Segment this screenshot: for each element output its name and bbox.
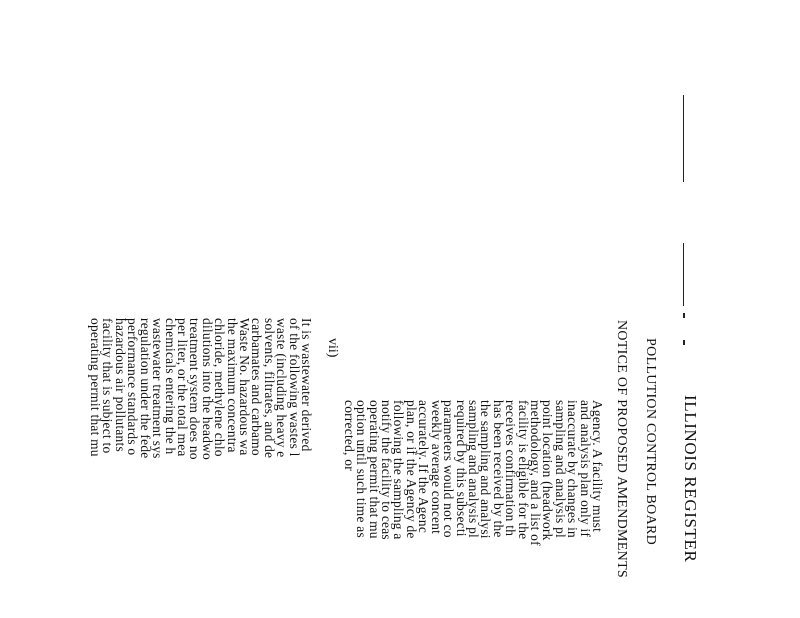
text-line: parameters would not co — [441, 400, 457, 538]
text-line: dilutions into the headwo — [199, 318, 215, 461]
text-line: It is wastewater derived — [299, 318, 314, 452]
text-line: waste (including heavy e — [274, 318, 290, 458]
text-line: hazardous air pollutants — [112, 318, 128, 452]
text-line: weekly average concent — [428, 400, 444, 535]
text-line: Agency. A facility must — [590, 400, 605, 533]
text-line: per liter, or the total mea — [174, 318, 190, 457]
text-line: option until such time as — [354, 400, 370, 538]
text-line: facility is eligible for the — [515, 400, 531, 540]
text-line: following the sampling a — [391, 400, 407, 540]
text-line: the maximum concentra — [224, 318, 240, 453]
text-line: plan, or if the Agency de — [403, 400, 419, 539]
text-line: methodology, and a list of — [527, 400, 543, 546]
text-line: facility that is subject to — [100, 318, 116, 454]
text-line: Waste No. hazardous wa — [236, 318, 252, 456]
text-line: chemicals entering the h — [162, 318, 178, 455]
text-line: the sampling and analysi — [478, 400, 494, 539]
text-line: operating permit that mu — [88, 318, 104, 457]
text-line: wastewater treatment sys — [150, 318, 166, 459]
text-line: and analysis plan only if — [577, 400, 593, 538]
text-line: accurately. If the Agenc — [416, 400, 432, 534]
text-line: of the following wastes l — [286, 318, 302, 457]
register-title: ILLINOIS REGISTER — [681, 395, 700, 563]
text-line: notify the facility to ceas — [379, 400, 395, 540]
text-line: inaccurate by changes in — [565, 400, 581, 538]
text-line: operating permit that mu — [366, 400, 382, 539]
paragraph-1 — [342, 400, 603, 546]
text-line: corrected, or — [341, 400, 357, 471]
text-line: chloride, methylene chlo — [212, 318, 228, 457]
paragraph-2 — [89, 318, 312, 460]
text-line: receives confirmation th — [503, 400, 519, 537]
text-line: point location (headwork — [540, 400, 556, 541]
text-line: required by this subsecti — [453, 400, 469, 537]
text-line: sampling and analysis pl — [465, 400, 481, 539]
text-line: has been received by the — [490, 400, 506, 538]
text-line: sampling and analysis pl — [552, 400, 568, 539]
item-enumerator: vii) — [325, 338, 340, 358]
text-line: treatment system does no — [187, 318, 203, 460]
rotated-document — [80, 0, 700, 618]
text-line: performance standards o — [125, 318, 141, 456]
text-line: solvents, filtrates, and de — [261, 318, 277, 459]
text-line: carbamates and carbamo — [249, 318, 265, 456]
agency-name: POLLUTION CONTROL BOARD — [643, 338, 658, 546]
notice-heading: NOTICE OF PROPOSED AMENDMENTS — [614, 320, 629, 579]
text-line: regulation under the fede — [137, 318, 153, 459]
